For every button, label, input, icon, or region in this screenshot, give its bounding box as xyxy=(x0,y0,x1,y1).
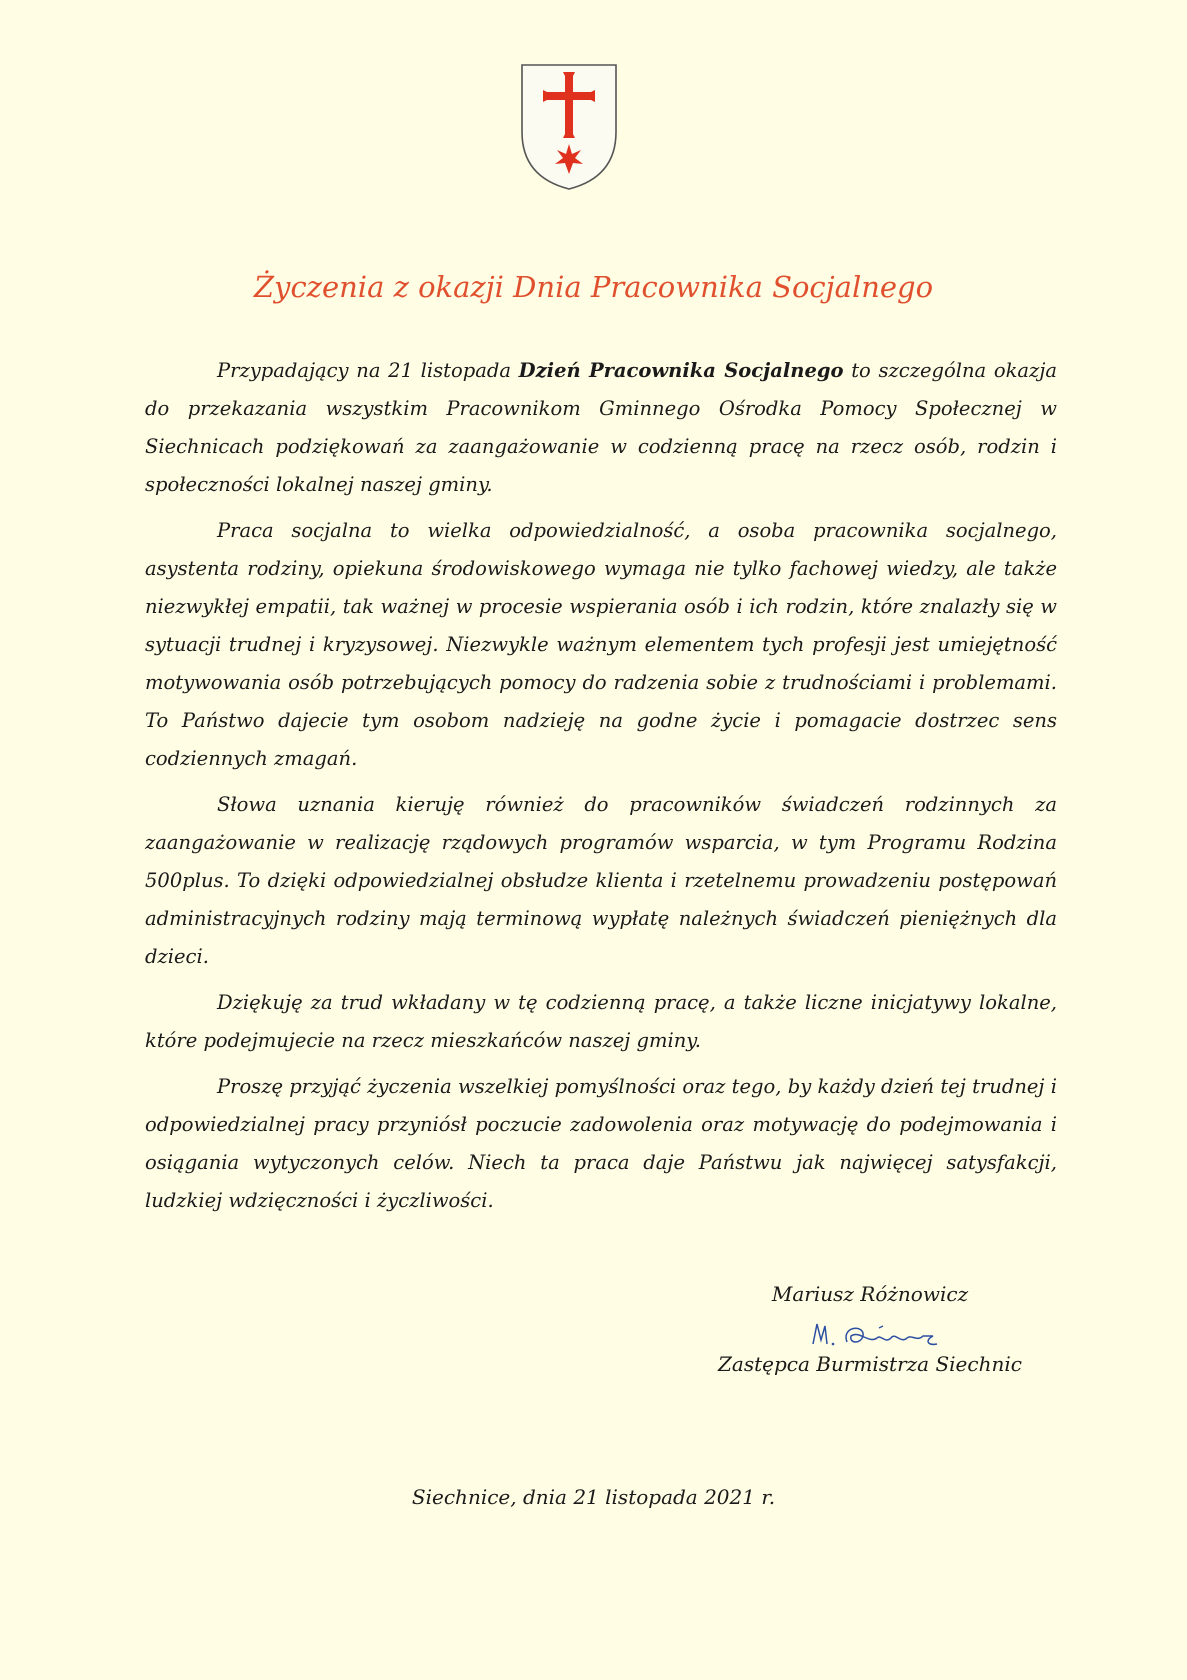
signatory-role: Zastępca Burmistrza Siechnic xyxy=(718,1352,1022,1376)
letter-body xyxy=(145,352,1057,1228)
paragraph-5: Proszę przyjąć życzenia wszelkiej pomyślności oraz tego, by każdy dzień tej trudnej i odpowiedzialnej pracy przyniósł poczucie zadowolenia oraz motywację do podejmowania i osiągania wytyczonych celów. Niech ta praca daje Państwu jak najwięcej satysfakcji, ludzkiej wdzięczności i życzliwości. xyxy=(145,1075,1057,1212)
paragraph-4: Dziękuję za trud wkładany w tę codzienną pracę, a także liczne inicjatywy lokalne, które podejmujecie na rzecz mieszkańców naszej gminy. xyxy=(145,991,1057,1052)
paragraph-1 xyxy=(145,352,1057,504)
signatory-name: Mariusz Różnowicz xyxy=(771,1282,969,1306)
paragraph-1-start: Przypadający na 21 listopada xyxy=(217,359,519,382)
handwritten-signature xyxy=(805,1314,945,1354)
coat-of-arms-icon xyxy=(519,62,619,192)
place-and-date: Siechnice, dnia 21 listopada 2021 r. xyxy=(411,1485,776,1509)
letter-title: Życzenia z okazji Dnia Pracownika Socjalnego xyxy=(253,270,934,304)
paragraph-3: Słowa uznania kieruję również do pracowników świadczeń rodzinnych za zaangażowanie w realizację rządowych programów wsparcia, w tym Programu Rodzina 500plus. To dzięki odpowiedzialnej obsłudze klienta i rzetelnemu prowadzeniu postępowań administracyjnych rodziny mają terminową wypłatę należnych świadczeń pieniężnych dla dzieci. xyxy=(145,793,1057,968)
paragraph-1-end: to szczególna okazja do przekazania wszystkim Pracownikom Gminnego Ośrodka Pomocy Społecznej w Siechnicach podziękowań za zaangażowanie w codzienną pracę na rzecz osób, rodzin i społeczności lokalnej naszej gminy. xyxy=(145,359,1057,496)
paragraph-1-highlight: Dzień Pracownika Socjalnego xyxy=(518,359,844,382)
paragraph-2: Praca socjalna to wielka odpowiedzialność, a osoba pracownika socjalnego, asystenta rodziny, opiekuna środowiskowego wymaga nie tylko fachowej wiedzy, ale także niezwykłej empatii, tak ważnej w procesie wspierania osób i ich rodzin, które znalazły się w sytuacji trudnej i kryzysowej. Niezwykle ważnym elementem tych profesji jest umiejętność motywowania osób potrzebujących pomocy do radzenia sobie z trudnościami i problemami. To Państwo dajecie tym osobom nadzieję na godne życie i pomagacie dostrzec sens codziennych zmagań. xyxy=(145,519,1057,770)
